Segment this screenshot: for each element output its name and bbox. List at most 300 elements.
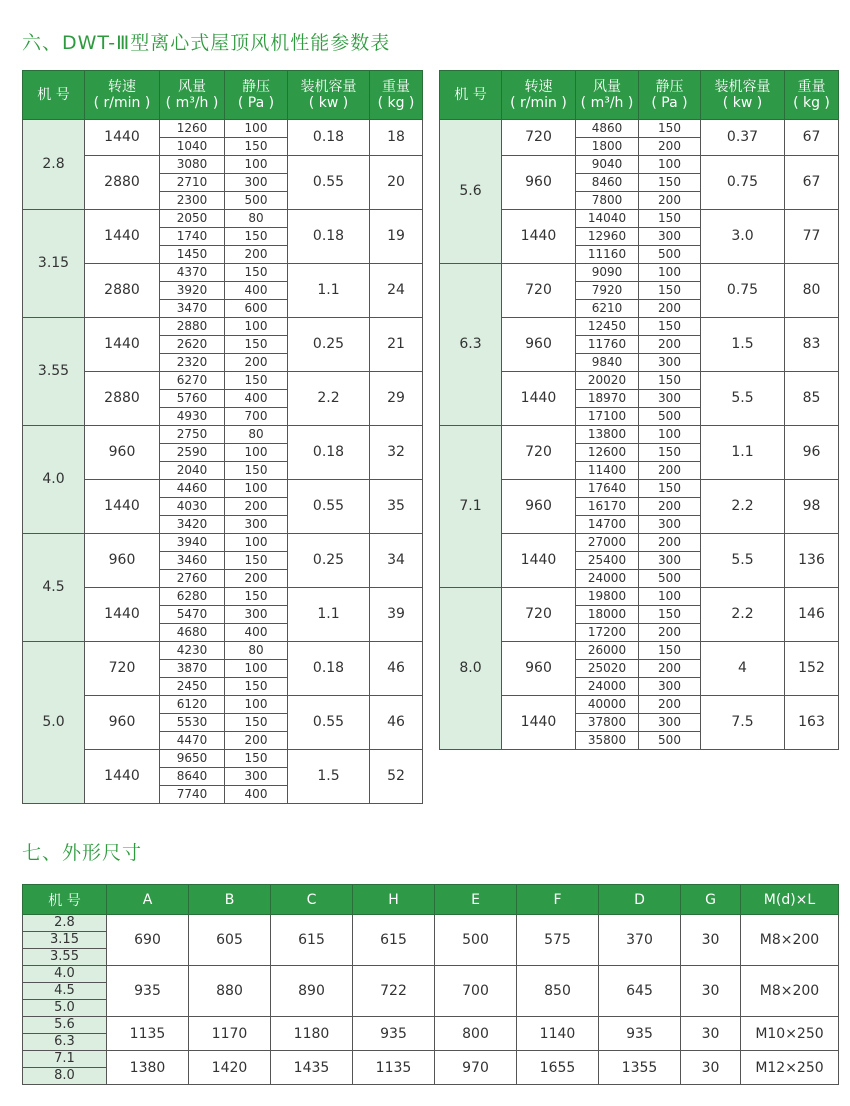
dimension-cell: 30 — [681, 1051, 741, 1085]
power-cell: 0.18 — [288, 210, 370, 264]
speed-cell: 1440 — [502, 372, 576, 426]
column-header — [701, 71, 785, 120]
model-cell: 2.8 — [23, 120, 85, 210]
airflow-cell: 6280 — [160, 588, 225, 606]
power-cell: 1.5 — [701, 318, 785, 372]
airflow-cell: 3920 — [160, 282, 225, 300]
column-header — [576, 71, 639, 120]
dimension-cell: 1420 — [189, 1051, 271, 1085]
airflow-cell: 4930 — [160, 408, 225, 426]
airflow-cell: 2760 — [160, 570, 225, 588]
column-header-unit: ( Pa ) — [651, 95, 688, 111]
pressure-cell: 500 — [639, 570, 701, 588]
weight-cell: 136 — [785, 534, 839, 588]
weight-cell: 52 — [370, 750, 423, 804]
pressure-cell: 500 — [639, 732, 701, 750]
dimension-cell: 1355 — [599, 1051, 681, 1085]
power-cell: 1.1 — [288, 264, 370, 318]
model-cell: 3.55 — [23, 318, 85, 426]
table-row — [23, 426, 423, 444]
power-cell: 4 — [701, 642, 785, 696]
table-row — [23, 966, 839, 983]
dimension-cell: 722 — [353, 966, 435, 1017]
model-cell: 7.1 — [440, 426, 502, 588]
column-header: F — [517, 885, 599, 915]
column-header-label: 重量 — [382, 79, 410, 95]
dimension-cell: 605 — [189, 915, 271, 966]
airflow-cell: 24000 — [576, 678, 639, 696]
dimension-cell: 615 — [353, 915, 435, 966]
pressure-cell: 150 — [639, 174, 701, 192]
pressure-cell: 400 — [225, 624, 288, 642]
section-title-performance: 六、DWT-Ⅲ型离心式屋顶风机性能参数表 — [22, 32, 391, 54]
column-header-label: 风量 — [178, 79, 206, 95]
pressure-cell: 150 — [639, 480, 701, 498]
airflow-cell: 12960 — [576, 228, 639, 246]
dimension-cell: 935 — [107, 966, 189, 1017]
dimension-cell: 30 — [681, 966, 741, 1017]
column-header-unit: ( m³/h ) — [165, 95, 219, 111]
airflow-cell: 7800 — [576, 192, 639, 210]
column-header — [23, 71, 85, 120]
weight-cell: 77 — [785, 210, 839, 264]
weight-cell: 46 — [370, 642, 423, 696]
airflow-cell: 6210 — [576, 300, 639, 318]
column-header — [785, 71, 839, 120]
pressure-cell: 150 — [639, 444, 701, 462]
pressure-cell: 150 — [639, 642, 701, 660]
pressure-cell: 100 — [225, 156, 288, 174]
model-cell: 6.3 — [440, 264, 502, 426]
column-header-unit: ( kg ) — [793, 95, 830, 111]
airflow-cell: 3420 — [160, 516, 225, 534]
airflow-cell: 40000 — [576, 696, 639, 714]
pressure-cell: 100 — [639, 588, 701, 606]
dimension-cell: M8×200 — [741, 915, 839, 966]
pressure-cell: 100 — [225, 318, 288, 336]
airflow-cell: 4030 — [160, 498, 225, 516]
weight-cell: 46 — [370, 696, 423, 750]
airflow-cell: 1040 — [160, 138, 225, 156]
column-header: B — [189, 885, 271, 915]
dimension-cell: 890 — [271, 966, 353, 1017]
column-header-unit: ( Pa ) — [237, 95, 275, 111]
weight-cell: 152 — [785, 642, 839, 696]
airflow-cell: 3940 — [160, 534, 225, 552]
airflow-cell: 2450 — [160, 678, 225, 696]
table-row — [23, 1051, 839, 1068]
dimension-cell: 30 — [681, 915, 741, 966]
power-cell: 7.5 — [701, 696, 785, 750]
performance-header-row — [440, 71, 839, 120]
table-row — [23, 642, 423, 660]
speed-cell: 1440 — [85, 210, 160, 264]
power-cell: 3.0 — [701, 210, 785, 264]
dimension-cell: 800 — [435, 1017, 517, 1051]
airflow-cell: 4370 — [160, 264, 225, 282]
airflow-cell: 12600 — [576, 444, 639, 462]
column-header-label: 重量 — [797, 79, 826, 95]
pressure-cell: 100 — [225, 696, 288, 714]
speed-cell: 960 — [502, 156, 576, 210]
pressure-cell: 200 — [639, 336, 701, 354]
pressure-cell: 150 — [639, 318, 701, 336]
model-cell: 4.0 — [23, 426, 85, 534]
table-row — [440, 264, 839, 282]
weight-cell: 20 — [370, 156, 423, 210]
table-row — [23, 1017, 839, 1034]
pressure-cell: 700 — [225, 408, 288, 426]
dimension-cell: 1135 — [353, 1051, 435, 1085]
table-row — [23, 915, 839, 932]
pressure-cell: 200 — [639, 138, 701, 156]
column-header-label: 静压 — [242, 79, 270, 95]
dimension-cell: 575 — [517, 915, 599, 966]
model-cell: 4.5 — [23, 534, 85, 642]
dimension-cell: M8×200 — [741, 966, 839, 1017]
airflow-cell: 11160 — [576, 246, 639, 264]
model-cell: 8.0 — [440, 588, 502, 750]
weight-cell: 80 — [785, 264, 839, 318]
dimension-cell: M12×250 — [741, 1051, 839, 1085]
pressure-cell: 200 — [639, 498, 701, 516]
airflow-cell: 11400 — [576, 462, 639, 480]
power-cell: 2.2 — [701, 588, 785, 642]
weight-cell: 35 — [370, 480, 423, 534]
speed-cell: 720 — [502, 120, 576, 156]
power-cell: 0.55 — [288, 696, 370, 750]
airflow-cell: 2320 — [160, 354, 225, 372]
weight-cell: 83 — [785, 318, 839, 372]
pressure-cell: 300 — [225, 174, 288, 192]
column-header-label: 装机容量 — [714, 79, 771, 95]
model-cell: 4.0 — [23, 966, 107, 983]
speed-cell: 960 — [85, 426, 160, 480]
dimension-cell: 1180 — [271, 1017, 353, 1051]
weight-cell: 67 — [785, 120, 839, 156]
speed-cell: 1440 — [85, 120, 160, 156]
model-cell: 3.55 — [23, 949, 107, 966]
column-header-label: 风量 — [593, 79, 621, 95]
speed-cell: 1440 — [502, 210, 576, 264]
speed-cell: 1440 — [502, 696, 576, 750]
pressure-cell: 200 — [639, 462, 701, 480]
airflow-cell: 4470 — [160, 732, 225, 750]
power-cell: 5.5 — [701, 534, 785, 588]
weight-cell: 18 — [370, 120, 423, 156]
pressure-cell: 80 — [225, 210, 288, 228]
pressure-cell: 200 — [639, 696, 701, 714]
airflow-cell: 37800 — [576, 714, 639, 732]
pressure-cell: 150 — [225, 372, 288, 390]
pressure-cell: 150 — [639, 120, 701, 138]
pressure-cell: 200 — [225, 354, 288, 372]
power-cell: 0.18 — [288, 120, 370, 156]
dimension-cell: 1380 — [107, 1051, 189, 1085]
table-row — [23, 534, 423, 552]
pressure-cell: 150 — [639, 606, 701, 624]
table-row — [440, 426, 839, 444]
performance-table-right — [439, 70, 839, 750]
weight-cell: 32 — [370, 426, 423, 480]
weight-cell: 98 — [785, 480, 839, 534]
pressure-cell: 300 — [639, 354, 701, 372]
performance-table-left — [22, 70, 423, 804]
pressure-cell: 150 — [225, 750, 288, 768]
power-cell: 0.75 — [701, 156, 785, 210]
airflow-cell: 9040 — [576, 156, 639, 174]
airflow-cell: 6270 — [160, 372, 225, 390]
pressure-cell: 150 — [225, 678, 288, 696]
column-header-unit: ( r/min ) — [93, 95, 151, 111]
airflow-cell: 5760 — [160, 390, 225, 408]
weight-cell: 67 — [785, 156, 839, 210]
airflow-cell: 13800 — [576, 426, 639, 444]
dimension-cell: 935 — [353, 1017, 435, 1051]
pressure-cell: 100 — [225, 480, 288, 498]
airflow-cell: 5470 — [160, 606, 225, 624]
speed-cell: 1440 — [85, 750, 160, 804]
airflow-cell: 24000 — [576, 570, 639, 588]
pressure-cell: 600 — [225, 300, 288, 318]
pressure-cell: 80 — [225, 426, 288, 444]
dimensions-table — [22, 884, 839, 1085]
model-cell: 3.15 — [23, 210, 85, 318]
column-header-unit: ( r/min ) — [510, 95, 567, 111]
model-cell: 8.0 — [23, 1068, 107, 1085]
dimension-cell: 850 — [517, 966, 599, 1017]
column-header: 机 号 — [23, 885, 107, 915]
power-cell: 0.25 — [288, 534, 370, 588]
speed-cell: 720 — [502, 264, 576, 318]
pressure-cell: 500 — [639, 408, 701, 426]
power-cell: 2.2 — [288, 372, 370, 426]
model-cell: 2.8 — [23, 915, 107, 932]
pressure-cell: 300 — [639, 552, 701, 570]
power-cell: 0.18 — [288, 642, 370, 696]
power-cell: 0.18 — [288, 426, 370, 480]
airflow-cell: 16170 — [576, 498, 639, 516]
weight-cell: 163 — [785, 696, 839, 750]
model-cell: 6.3 — [23, 1034, 107, 1051]
pressure-cell: 200 — [639, 660, 701, 678]
weight-cell: 146 — [785, 588, 839, 642]
pressure-cell: 80 — [225, 642, 288, 660]
weight-cell: 19 — [370, 210, 423, 264]
airflow-cell: 2710 — [160, 174, 225, 192]
dimension-cell: 700 — [435, 966, 517, 1017]
column-header — [440, 71, 502, 120]
model-cell: 5.6 — [440, 120, 502, 264]
speed-cell: 960 — [85, 696, 160, 750]
column-header-label: 机 号 — [454, 87, 487, 103]
pressure-cell: 100 — [225, 444, 288, 462]
airflow-cell: 26000 — [576, 642, 639, 660]
weight-cell: 29 — [370, 372, 423, 426]
airflow-cell: 9840 — [576, 354, 639, 372]
airflow-cell: 1450 — [160, 246, 225, 264]
airflow-cell: 17200 — [576, 624, 639, 642]
dimension-cell: 1170 — [189, 1017, 271, 1051]
dimensions-header-row — [23, 885, 839, 915]
airflow-cell: 3470 — [160, 300, 225, 318]
table-row — [23, 318, 423, 336]
airflow-cell: 9090 — [576, 264, 639, 282]
section-title-dimensions: 七、外形尺寸 — [22, 842, 143, 864]
column-header-unit: ( m³/h ) — [580, 95, 634, 111]
column-header-unit: ( kg ) — [377, 95, 415, 111]
model-cell: 7.1 — [23, 1051, 107, 1068]
airflow-cell: 17640 — [576, 480, 639, 498]
table-row — [440, 588, 839, 606]
column-header: E — [435, 885, 517, 915]
pressure-cell: 150 — [225, 138, 288, 156]
column-header-label: 静压 — [655, 79, 684, 95]
airflow-cell: 4860 — [576, 120, 639, 138]
airflow-cell: 8640 — [160, 768, 225, 786]
dimension-cell: M10×250 — [741, 1017, 839, 1051]
power-cell: 0.55 — [288, 480, 370, 534]
pressure-cell: 300 — [639, 678, 701, 696]
table-row — [23, 210, 423, 228]
speed-cell: 2880 — [85, 372, 160, 426]
pressure-cell: 300 — [639, 714, 701, 732]
pressure-cell: 100 — [639, 156, 701, 174]
pressure-cell: 150 — [225, 336, 288, 354]
pressure-cell: 100 — [639, 264, 701, 282]
dimension-cell: 935 — [599, 1017, 681, 1051]
airflow-cell: 1800 — [576, 138, 639, 156]
airflow-cell: 2620 — [160, 336, 225, 354]
dimension-cell: 970 — [435, 1051, 517, 1085]
pressure-cell: 300 — [225, 606, 288, 624]
column-header — [85, 71, 160, 120]
speed-cell: 720 — [502, 426, 576, 480]
speed-cell: 720 — [502, 588, 576, 642]
table-row — [440, 120, 839, 138]
pressure-cell: 300 — [225, 516, 288, 534]
airflow-cell: 2300 — [160, 192, 225, 210]
weight-cell: 24 — [370, 264, 423, 318]
airflow-cell: 19800 — [576, 588, 639, 606]
pressure-cell: 200 — [639, 192, 701, 210]
airflow-cell: 7740 — [160, 786, 225, 804]
dimension-cell: 1655 — [517, 1051, 599, 1085]
pressure-cell: 150 — [225, 462, 288, 480]
pressure-cell: 300 — [639, 516, 701, 534]
pressure-cell: 150 — [639, 210, 701, 228]
speed-cell: 960 — [502, 480, 576, 534]
power-cell: 1.5 — [288, 750, 370, 804]
airflow-cell: 35800 — [576, 732, 639, 750]
pressure-cell: 150 — [639, 282, 701, 300]
weight-cell: 34 — [370, 534, 423, 588]
pressure-cell: 100 — [225, 120, 288, 138]
airflow-cell: 3080 — [160, 156, 225, 174]
pressure-cell: 200 — [639, 534, 701, 552]
pressure-cell: 150 — [225, 588, 288, 606]
column-header-unit: ( kw ) — [722, 95, 763, 111]
column-header: C — [271, 885, 353, 915]
column-header-unit: ( kw ) — [308, 95, 349, 111]
power-cell: 0.25 — [288, 318, 370, 372]
speed-cell: 960 — [502, 642, 576, 696]
airflow-cell: 11760 — [576, 336, 639, 354]
airflow-cell: 25400 — [576, 552, 639, 570]
column-header — [160, 71, 225, 120]
airflow-cell: 18970 — [576, 390, 639, 408]
dimension-cell: 615 — [271, 915, 353, 966]
speed-cell: 2880 — [85, 156, 160, 210]
dimension-cell: 645 — [599, 966, 681, 1017]
power-cell: 5.5 — [701, 372, 785, 426]
power-cell: 0.75 — [701, 264, 785, 318]
weight-cell: 39 — [370, 588, 423, 642]
power-cell: 1.1 — [288, 588, 370, 642]
speed-cell: 960 — [502, 318, 576, 372]
column-header — [502, 71, 576, 120]
speed-cell: 1440 — [85, 480, 160, 534]
column-header — [225, 71, 288, 120]
speed-cell: 2880 — [85, 264, 160, 318]
model-cell: 5.0 — [23, 642, 85, 804]
speed-cell: 1440 — [85, 588, 160, 642]
airflow-cell: 14700 — [576, 516, 639, 534]
dimension-cell: 1435 — [271, 1051, 353, 1085]
airflow-cell: 18000 — [576, 606, 639, 624]
pressure-cell: 100 — [225, 660, 288, 678]
pressure-cell: 100 — [225, 534, 288, 552]
airflow-cell: 12450 — [576, 318, 639, 336]
pressure-cell: 300 — [639, 390, 701, 408]
column-header — [370, 71, 423, 120]
power-cell: 0.55 — [288, 156, 370, 210]
column-header — [288, 71, 370, 120]
airflow-cell: 9650 — [160, 750, 225, 768]
pressure-cell: 200 — [225, 246, 288, 264]
table-row — [23, 120, 423, 138]
speed-cell: 720 — [85, 642, 160, 696]
airflow-cell: 3870 — [160, 660, 225, 678]
column-header: A — [107, 885, 189, 915]
column-header: H — [353, 885, 435, 915]
pressure-cell: 300 — [225, 768, 288, 786]
weight-cell: 85 — [785, 372, 839, 426]
column-header-label: 转速 — [524, 79, 553, 95]
airflow-cell: 4460 — [160, 480, 225, 498]
airflow-cell: 2050 — [160, 210, 225, 228]
column-header: M(d)×L — [741, 885, 839, 915]
dimension-cell: 1140 — [517, 1017, 599, 1051]
column-header-label: 装机容量 — [300, 79, 357, 95]
speed-cell: 1440 — [502, 534, 576, 588]
airflow-cell: 2880 — [160, 318, 225, 336]
pressure-cell: 400 — [225, 282, 288, 300]
pressure-cell: 200 — [639, 300, 701, 318]
airflow-cell: 4680 — [160, 624, 225, 642]
pressure-cell: 200 — [639, 624, 701, 642]
airflow-cell: 27000 — [576, 534, 639, 552]
dimension-cell: 690 — [107, 915, 189, 966]
model-cell: 5.6 — [23, 1017, 107, 1034]
airflow-cell: 4230 — [160, 642, 225, 660]
performance-header-row — [23, 71, 423, 120]
dimension-cell: 370 — [599, 915, 681, 966]
pressure-cell: 100 — [639, 426, 701, 444]
pressure-cell: 150 — [225, 714, 288, 732]
airflow-cell: 14040 — [576, 210, 639, 228]
weight-cell: 96 — [785, 426, 839, 480]
